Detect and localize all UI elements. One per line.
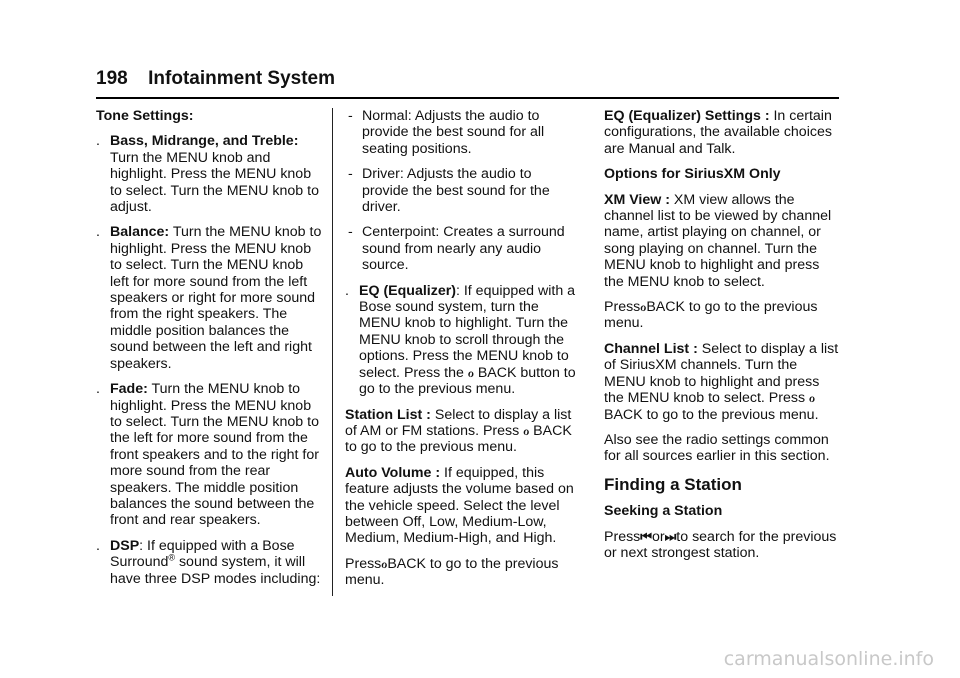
fade-label: Fade: — [110, 381, 148, 398]
balance-text: Turn the MENU knob to highlight. Press the MENU knob to select. Turn the MENU knob left for more sound from the left speakers or right for more sound from the right speakers. The middle position balances the sound between the left and right speakers. — [110, 224, 322, 372]
siriusxm-heading: Options for SiriusXM Only — [604, 166, 781, 183]
column-1 — [96, 108, 322, 596]
back-icon: ℴ — [523, 422, 530, 438]
column-2 — [345, 108, 581, 598]
station-list-paragraph — [345, 407, 581, 456]
watermark: carmanualsonline.info — [723, 648, 934, 670]
bullet-eq — [345, 283, 581, 398]
column-divider — [332, 108, 333, 596]
press-text: Press — [345, 555, 382, 572]
press-text: Press — [604, 299, 641, 316]
xm-view-paragraph — [604, 192, 840, 290]
page-title: Infotainment System — [148, 68, 336, 89]
station-list-label: Station List : — [345, 406, 431, 423]
seek-back-icon: ⏮ — [640, 528, 652, 544]
bullet-dsp — [96, 538, 322, 587]
finding-station-heading: Finding a Station — [604, 474, 742, 494]
bullet-dot: . — [96, 537, 100, 554]
page-number: 198 — [96, 68, 128, 89]
bullet-dot: . — [345, 282, 349, 299]
balance-label: Balance: — [110, 224, 170, 241]
also-see-paragraph: Also see the radio settings common for all sources earlier in this section. — [604, 431, 830, 465]
dash: - — [348, 108, 353, 124]
channel-list-label: Channel List : — [604, 340, 698, 357]
or-text: or — [651, 528, 665, 545]
press-back-paragraph — [345, 556, 581, 589]
eq-settings-label: EQ (Equalizer) Settings : — [604, 108, 770, 124]
back-icon: ℴ — [640, 299, 647, 315]
dsp-text-a: : If equipped with a Bose Surround — [110, 537, 295, 571]
bass-label: Bass, Midrange, and Treble: — [110, 133, 299, 150]
eq-text-a: : If equipped with a Bose sound system, turn the MENU knob to highlight. Turn the MENU knob to scroll through the options. Press the MENU knob to select. Press the — [359, 282, 576, 381]
seek-text: to search for the previous or next strongest station. — [604, 528, 837, 561]
station-list-text-a: Select to display a list of AM or FM stations. Press — [345, 406, 572, 439]
centerpoint-text: Centerpoint: Creates a surround sound from nearly any audio source. — [362, 224, 565, 274]
bullet-dot: . — [96, 133, 100, 150]
press-back-paragraph — [604, 299, 840, 332]
seek-forward-icon: ⏭ — [664, 528, 677, 544]
channel-list-paragraph — [604, 341, 840, 423]
bullet-text — [110, 133, 322, 215]
bullet-balance — [96, 224, 322, 372]
seek-paragraph — [604, 529, 840, 562]
eq-label: EQ (Equalizer) — [359, 282, 456, 299]
header-rule — [96, 97, 839, 99]
bass-text: Turn the MENU knob and highlight. Press the MENU knob to select. Turn the MENU knob to adjust. — [110, 149, 319, 216]
station-list-text-b: BACK to go to the previous menu. — [345, 422, 572, 456]
bullet-text — [359, 283, 581, 398]
press-text: Press — [604, 528, 641, 545]
channel-list-text-a: Select to display a list of SiriusXM channels. Turn the MENU knob to highlight and press the MENU knob to select. Press — [604, 340, 839, 407]
bullet-text — [110, 381, 322, 529]
bullet-text — [110, 224, 322, 372]
xm-view-label: XM View : — [604, 191, 670, 208]
back-icon: ℴ — [467, 364, 474, 380]
bullet-text — [110, 538, 322, 587]
bullet-dot: . — [96, 381, 100, 398]
seeking-station-heading: Seeking a Station — [604, 503, 723, 520]
eq-settings-paragraph — [604, 108, 840, 157]
bullet-dot: . — [96, 224, 100, 241]
back-text: BACK to go to the previous menu. — [345, 555, 559, 589]
dsp-text-b: sound system, it will have three DSP modes including: — [110, 554, 321, 587]
registered-mark: ® — [168, 552, 176, 563]
page-header — [96, 68, 839, 90]
auto-volume-paragraph — [345, 465, 581, 547]
auto-volume-text: If equipped, this feature adjusts the volume based on the vehicle speed. Select the level between Off, Low, Medium-Low, Medium, Medium-High, and High. — [345, 464, 574, 547]
fade-text: Turn the MENU knob to highlight. Press the MENU knob to select. Turn the MENU knob to the left for more sound from the front speakers and to the right for more sound from the rear speakers. The middle position balances the sound between the front and rear speakers. — [110, 381, 319, 529]
back-icon: ℴ — [809, 390, 816, 406]
dsp-mode-centerpoint — [345, 224, 581, 273]
auto-volume-label: Auto Volume : — [345, 464, 441, 481]
xm-view-text: XM view allows the channel list to be viewed by channel name, artist playing on channel, or song playing on channel. Turn the MENU knob to highlight and press the MENU knob to select. — [604, 191, 832, 290]
dash: - — [348, 224, 353, 241]
dsp-label: DSP — [110, 537, 140, 554]
bullet-bass — [96, 133, 322, 215]
bullet-fade — [96, 381, 322, 529]
channel-list-text-b: BACK to go to the previous menu. — [604, 406, 819, 423]
back-text: BACK to go to the previous menu. — [604, 299, 818, 332]
normal-text: Normal: Adjusts the audio to provide the best sound for all seating positions. — [362, 108, 545, 157]
back-icon: ℴ — [381, 555, 388, 571]
tone-settings-heading: Tone Settings: — [96, 108, 194, 124]
dsp-mode-driver — [345, 166, 581, 215]
eq-settings-text: In certain configurations, the available choices are Manual and Talk. — [604, 108, 832, 157]
column-3 — [604, 108, 840, 570]
eq-text-b: BACK button to go to the previous menu. — [359, 364, 576, 398]
dsp-mode-normal — [345, 108, 581, 157]
driver-text: Driver: Adjusts the audio to provide the best sound for the driver. — [362, 166, 550, 216]
dash: - — [348, 166, 353, 183]
